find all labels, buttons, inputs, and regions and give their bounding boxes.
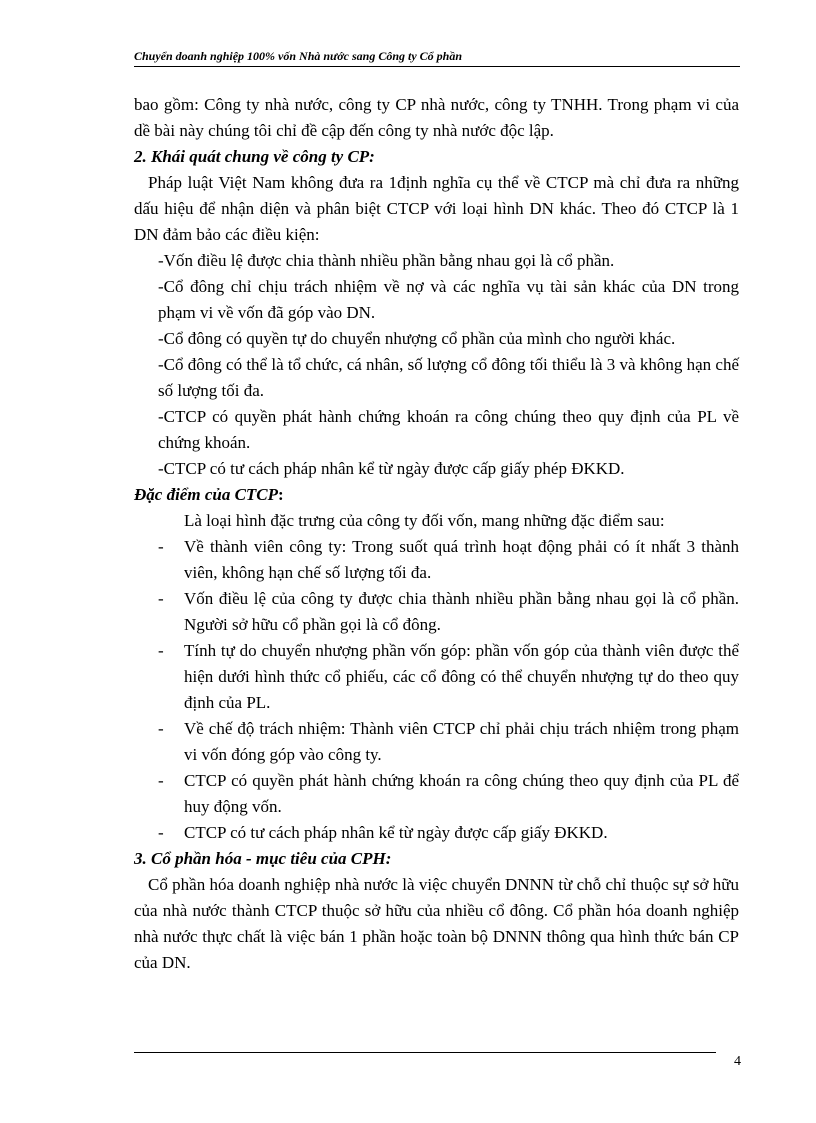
- feature-text: Vốn điều lệ của công ty được chia thành nhiều phần bằng nhau gọi là cổ phần. Người sở hữu cổ phần gọi là cổ đông.: [184, 589, 739, 634]
- feature-text: CTCP có tư cách pháp nhân kể từ ngày được cấp giấy ĐKKD.: [184, 823, 608, 842]
- bullet-marker: -: [158, 589, 164, 608]
- feature-item: [134, 716, 739, 768]
- condition-item: -Cổ đông có thể là tổ chức, cá nhân, số lượng cổ đông tối thiểu là 3 và không hạn chế số lượng tối đa.: [158, 355, 739, 400]
- page-content: [134, 92, 739, 976]
- feature-item: [134, 534, 739, 586]
- section-2-paragraph: Pháp luật Việt Nam không đưa ra 1định nghĩa cụ thể về CTCP mà chỉ đưa ra những dấu hiệu để nhận diện và phân biệt CTCP với loại hình DN khác. Theo đó CTCP là 1 DN đảm bảo các điều kiện:: [134, 173, 739, 244]
- feature-text: Về thành viên công ty: Trong suốt quá trình hoạt động phải có ít nhất 3 thành viên, không hạn chế số lượng tối đa.: [184, 537, 739, 582]
- features-intro: Là loại hình đặc trưng của công ty đối vốn, mang những đặc điểm sau:: [184, 511, 665, 530]
- footer-divider: [134, 1052, 716, 1053]
- feature-text: Về chế độ trách nhiệm: Thành viên CTCP chỉ phải chịu trách nhiệm trong phạm vi vốn đóng góp vào công ty.: [184, 719, 739, 764]
- feature-item: [134, 638, 739, 716]
- section-3-paragraph: Cổ phần hóa doanh nghiệp nhà nước là việc chuyển DNNN từ chỗ chỉ thuộc sự sở hữu của nhà nước thành CTCP thuộc sở hữu của nhiều cổ đông. Cổ phần hóa doanh nghiệp nhà nước thực chất là việc bán 1 phần hoặc toàn bộ DNNN thông qua hình thức bán CP của DN.: [134, 875, 739, 972]
- header-divider: [134, 66, 740, 67]
- condition-item: -CTCP có quyền phát hành chứng khoán ra công chúng theo quy định của PL về chứng khoán.: [158, 407, 739, 452]
- section-2-heading: 2. Khái quát chung về công ty CP:: [134, 147, 375, 166]
- condition-item: -Vốn điều lệ được chia thành nhiều phần bằng nhau gọi là cổ phần.: [158, 251, 615, 270]
- bullet-marker: -: [158, 641, 164, 660]
- bullet-marker: -: [158, 719, 164, 738]
- features-list: [134, 534, 739, 846]
- features-heading: [134, 482, 739, 508]
- intro-paragraph: bao gồm: Công ty nhà nước, công ty CP nhà nước, công ty TNHH. Trong phạm vi của dề bài này chúng tôi chỉ đề cập đến công ty nhà nước độc lập.: [134, 95, 739, 140]
- running-header: Chuyển doanh nghiệp 100% vốn Nhà nước sang Công ty Cổ phần: [134, 49, 463, 63]
- condition-item: -CTCP có tư cách pháp nhân kể từ ngày được cấp giấy phép ĐKKD.: [158, 459, 625, 478]
- condition-item: -Cổ đông chỉ chịu trách nhiệm về nợ và các nghĩa vụ tài sản khác của DN trong phạm vi về vốn đã góp vào DN.: [158, 277, 739, 322]
- condition-item: -Cổ đông có quyền tự do chuyển nhượng cổ phần của mình cho người khác.: [158, 329, 676, 348]
- feature-item: [134, 586, 739, 638]
- bullet-marker: -: [158, 537, 164, 556]
- features-heading-text: Đặc điểm của CTCP: [134, 485, 279, 504]
- feature-item: [134, 820, 739, 846]
- page-number: 4: [734, 1054, 741, 1069]
- bullet-marker: -: [158, 771, 164, 790]
- feature-text: Tính tự do chuyển nhượng phần vốn góp: phần vốn góp của thành viên được thể hiện dưới hình thức cổ phiếu, các cổ đông có thể chuyển nhượng tự do theo quy định của PL.: [184, 641, 739, 712]
- features-heading-colon: :: [278, 485, 284, 504]
- feature-item: [134, 768, 739, 820]
- bullet-marker: -: [158, 823, 164, 842]
- feature-text: CTCP có quyền phát hành chứng khoán ra công chúng theo quy định của PL để huy động vốn.: [184, 771, 739, 816]
- section-3-heading: 3. Cổ phần hóa - mục tiêu của CPH:: [134, 849, 392, 868]
